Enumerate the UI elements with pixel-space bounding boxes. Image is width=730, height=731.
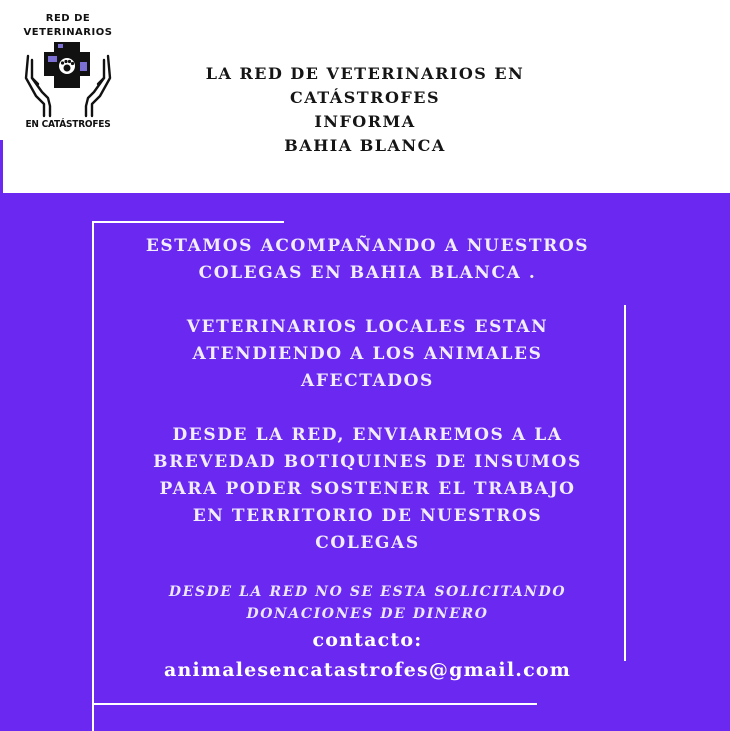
notice-paragraph-3 <box>100 422 635 557</box>
frame-bottom-line <box>92 703 537 705</box>
contact-email[interactable]: animalesencatastrofes@gmail.com <box>163 659 572 681</box>
disclaimer-line: DESDE LA RED NO SE ESTA SOLICITANDO <box>168 584 567 600</box>
frame-left-line <box>92 221 94 731</box>
notice-content <box>100 233 635 685</box>
notice-text-line: BREVEDAD BOTIQUINES DE INSUMOS <box>153 452 582 472</box>
disclaimer-line: DONACIONES DE DINERO <box>246 606 489 622</box>
logo-bottom-text: EN CATÁSTROFES <box>25 119 111 130</box>
notice-paragraph-2 <box>100 314 635 395</box>
header-line2: INFORMA <box>314 112 416 131</box>
notice-text-line: ESTAMOS ACOMPAÑANDO A NUESTROS <box>145 236 590 256</box>
notice-panel <box>0 193 730 731</box>
logo-top-line2: VETERINARIOS <box>23 27 113 38</box>
notice-text-line: VETERINARIOS LOCALES ESTAN <box>186 317 549 337</box>
header-title <box>130 62 600 158</box>
hands-holding-paw-cross-icon <box>22 38 114 120</box>
logo-top-line1: RED DE <box>45 13 91 24</box>
header-section <box>0 0 730 193</box>
accent-edge <box>0 140 3 193</box>
notice-paragraph-1 <box>100 233 635 287</box>
paw-cross-icon <box>44 42 90 88</box>
notice-text-line: PARA PODER SOSTENER EL TRABAJO <box>159 479 576 499</box>
notice-text-line: ATENDIENDO A LOS ANIMALES <box>192 344 543 364</box>
contact-label: contacto: <box>312 629 423 651</box>
notice-text-line: AFECTADOS <box>301 371 434 391</box>
donation-disclaimer <box>100 581 635 625</box>
contact-block <box>100 625 635 685</box>
notice-text-line: COLEGAS EN BAHIA BLANCA . <box>198 263 537 283</box>
frame-top-line <box>92 221 284 223</box>
logo <box>14 8 122 132</box>
notice-text-line: EN TERRITORIO DE NUESTROS <box>192 506 543 526</box>
header-line1: LA RED DE VETERINARIOS EN CATÁSTROFES <box>205 64 525 107</box>
notice-text-line: DESDE LA RED, ENVIAREMOS A LA <box>172 425 563 445</box>
logo-top-text <box>14 12 122 40</box>
header-line3: BAHIA BLANCA <box>284 136 446 155</box>
notice-text-line: COLEGAS <box>315 533 420 553</box>
